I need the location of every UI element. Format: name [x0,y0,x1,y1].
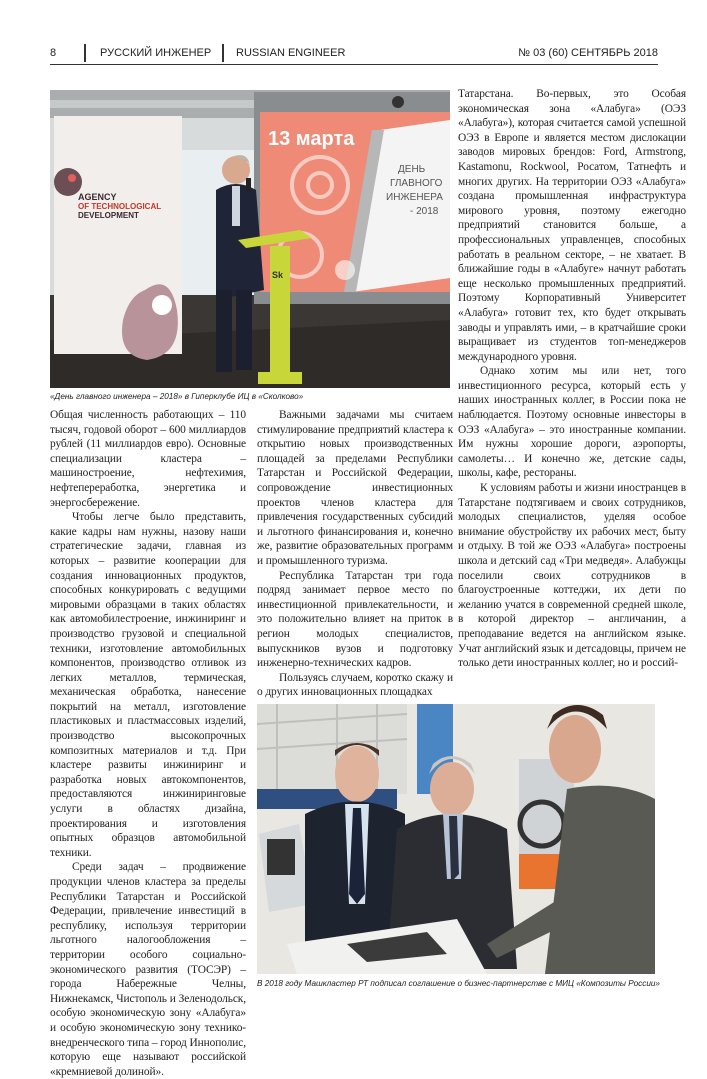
paragraph: Пользуясь случаем, коротко скажу и о других инновационных площадках [257,671,453,699]
paragraph: Однако хотим мы или нет, того инвестиционного ресурса, который есть у наших иностранных коллег, в России пока не наблюдается. Поэтому основные инвесторы в ОЭЗ «Алабуга» – это иностранные компании. Им нужны хорошие дороги, аэропорты, самолеты… И конечно же, детские сады, школы, кафе, рестораны. [458,365,686,480]
page-number: 8 [50,47,57,59]
article-column-left [50,408,246,1079]
article-column-middle [257,408,453,700]
paragraph: Чтобы легче было представить, какие кадры нам нужны, назову наши стратегические задачи, главная из которых – развитие кооперации для создания инновационных продуктов, способных конкурировать с ведущими мировыми образцами в таких областях как автомобилестроение, инжиниринг и производство грузовой и специальной техники, изготовление автомобильных компонентов, производство отливок из легких металлов, термическая, механическая обработка, нанесение покрытий на металл, изготовление пластиковых и пластмассовых изделий, производство высокопрочных композитных материалов и т.д. При кластере развиты инжиниринг и разработка новых автокомпонентов, предоставляются инжиниринговые услуги в областях дизайна, проектирования и изготовления опытных образцов автомобильной техники. [50,511,246,859]
photo-illustration [50,90,450,388]
screen-title-4: - 2018 [410,206,439,217]
paragraph: К условиям работы и жизни иностранцев в Татарстане подтягиваем и своих сотрудников, молодых специалистов, уделяя особое внимание обустройству их рабочих мест, быту и отдыху. В той же ОЭЗ «Алабуга» построены школа и детский сад «Три медведя». Алабужцы поселили своих сотрудников в благоустроенные коттеджи, их дети по желанию учатся в современной средней школе, в которой директор – англичанин, а преподавание ведется на английском языке. Учат английский язык и детсадовцы, причем не только дети иностранных коллег, но и россий- [458,482,686,670]
banner-text-3: DEVELOPMENT [78,211,139,220]
photo-caption-top: «День главного инженера – 2018» в Гиперклубе ИЦ в «Сколково» [50,392,304,401]
screen-title-3: ИНЖЕНЕРА [386,192,443,203]
issue-info: № 03 (60) СЕНТЯБРЬ 2018 [518,47,658,59]
paragraph: Среди задач – продвижение продукции членов кластера за пределы Республики Татарстан и Российской Федерации, привлечение инвестиций в республику, используя территории льготного налогообложения – территории особого социально-экономического развития (ТОСЭР) – города Набережные Челны, Нижнекамск, Чистополь и Зеленодольск, особую экономическую зону «Алабуга» и особую экономическую зону технико-внедренческого типа – город Иннополис, которую еще называют российской «кремниевой долиной». [50,861,246,1078]
paragraph: Татарстана. Во-первых, это Особая экономическая зона «Алабуга» (ОЭЗ «Алабуга»), которая считается самой успешной ОЭЗ в Европе и является местом дислокации заводов мировых брендов: Ford, Armstrong, Kastamonu, Rockwool, Росатом, Татнефть и многих других. На территории ОЭЗ «Алабуга» создана промышленная инфраструктура мирового уровня, поэтому ежегодно предприятий становится больше, а профессиональных управленцев, способных работать в реальном секторе, – не хватает. В ближайшие годы в «Алабуге» начнут работать еще несколько промышленных предприятий. Поэтому Корпоративный Университет «Алабуга» готовит тех, кто будет открывать заводы и управлять ими, – в кратчайшие сроки выращивает из студентов топ-менеджеров международного уровня. [458,88,686,363]
paragraph: Общая численность работающих – 110 тысяч, годовой оборот – 600 миллиардов рублей (11 миллиардов евро). Основные специализации кластера – машиностроение, нефтехимия, нефтепереработка, энергетика и энергосбережение. [50,409,246,509]
header-divider [222,44,224,62]
screen-title-1: ДЕНЬ [398,164,426,175]
photo-illustration [257,704,655,974]
photo-composites-agreement [257,704,655,974]
article-column-right [458,87,686,671]
photo-chief-engineer-day [50,90,450,388]
photo-caption-bottom: В 2018 году Машкластер РТ подписал соглашение о бизнес-партнерстве с МИЦ «Композиты России» [257,979,660,988]
podium-logo: Sk [272,270,284,280]
running-header [50,44,658,65]
header-divider [84,44,86,62]
banner-text-2: OF TECHNOLOGICAL [78,202,162,211]
sponsor-banner [54,116,182,360]
paragraph: Республика Татарстан три года подряд занимает первое место по инвестиционной привлекательности, и это положительно влияет на приток в регион молодых специалистов, выпускников вузов и подготовку инженерно-технических кадров. [257,569,453,670]
screen-title-2: ГЛАВНОГО [390,178,443,189]
screen-date: 13 марта [268,128,355,150]
magazine-title-ru: РУССКИЙ ИНЖЕНЕР [100,47,212,59]
paragraph: Важными задачами мы считаем стимулирование предприятий кластера к открытию новых производственных площадей за пределами Республики Татарстан и Российской Федерации, сопровождение инвестиционных проектов членов кластера для привлечения государственных субсидий и льготного финансирования и, конечно же, развитие образовательных программ и промышленного туризма. [257,409,453,567]
banner-text-1: AGENCY [78,192,117,202]
magazine-title-en: RUSSIAN ENGINEER [236,47,346,59]
